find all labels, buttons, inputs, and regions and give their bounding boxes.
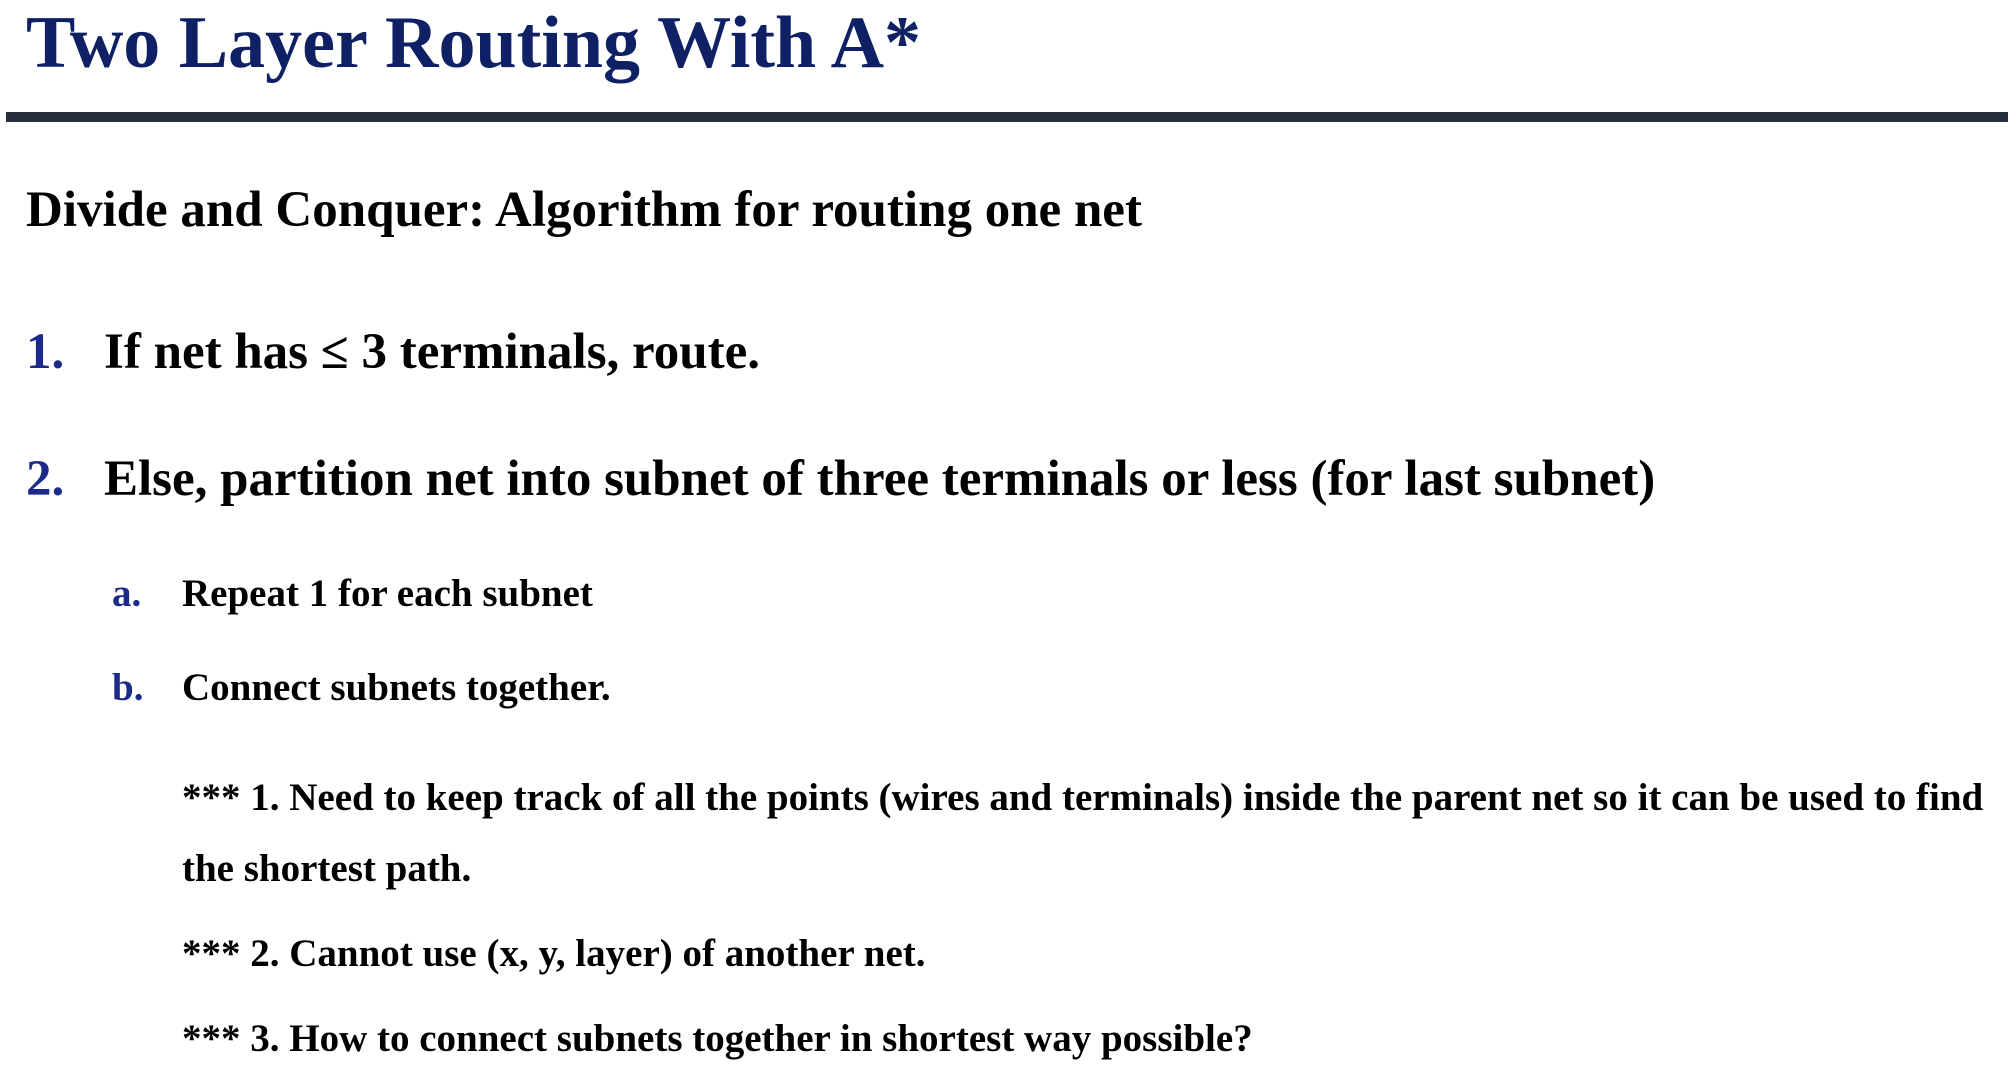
slide-title: Two Layer Routing With A* [26,2,922,84]
step-1-marker: 1. [26,324,65,380]
substep-a-text: Repeat 1 for each subnet [182,572,593,615]
substep-a-marker: a. [112,572,142,615]
step-1-text: If net has ≤ 3 terminals, route. [104,324,761,380]
substep-b-text: Connect subnets together. [182,666,611,709]
note-2: *** 2. Cannot use (x, y, layer) of another net. [182,932,926,975]
note-1: *** 1. Need to keep track of all the points (wires and terminals) inside the parent net so it can be used to find the shortest path. [182,776,1984,890]
substep-b-marker: b. [112,666,144,709]
note-3: *** 3. How to connect subnets together in shortest way possible? [182,1017,1253,1060]
step-2-marker: 2. [26,451,65,507]
title-divider [6,112,2008,122]
slide-subtitle: Divide and Conquer: Algorithm for routing one net [26,182,1142,238]
step-2-text: Else, partition net into subnet of three terminals or less (for last subnet) [104,451,1656,507]
